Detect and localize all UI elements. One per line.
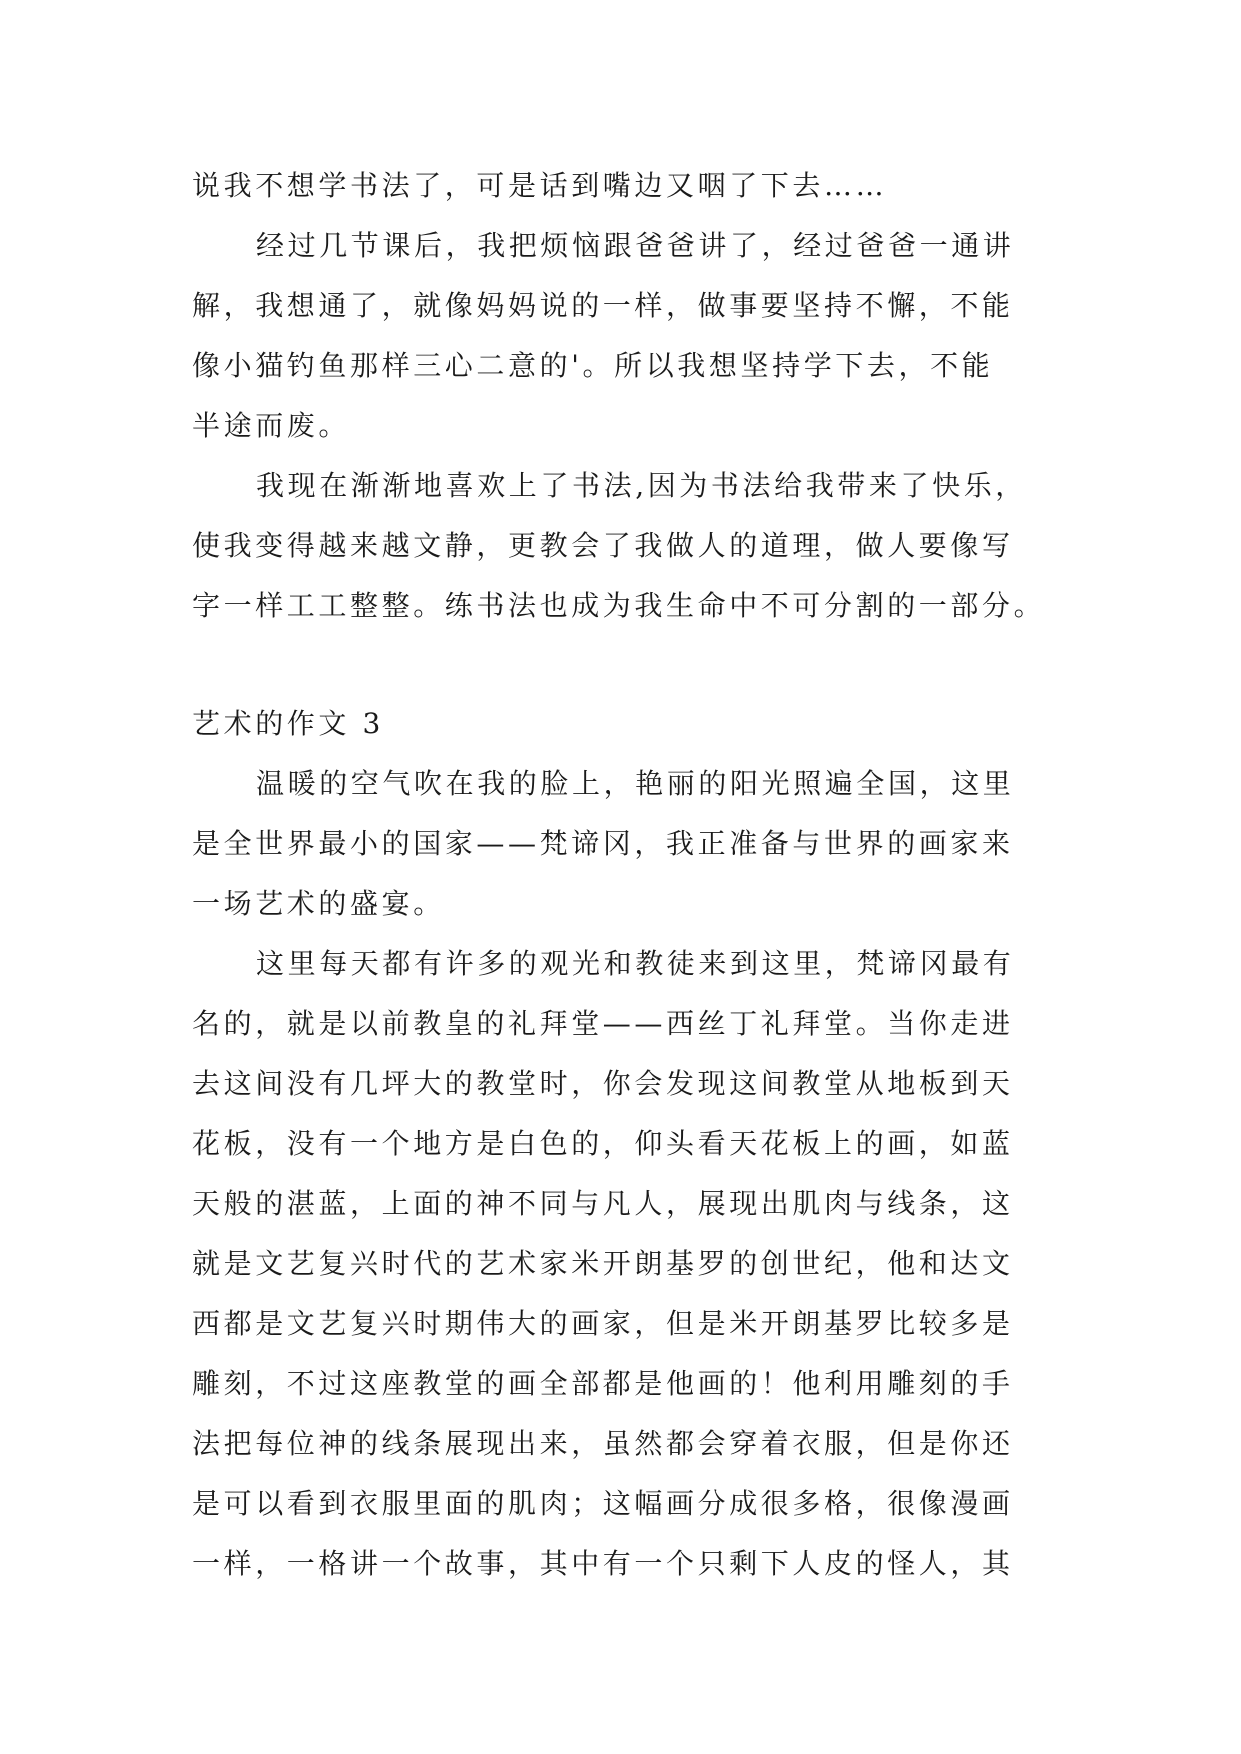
- paragraph-line: 我现在渐渐地喜欢上了书法,因为书法给我带来了快乐，: [256, 469, 1027, 502]
- paragraph-continuation: 说我不想学书法了，可是话到嘴边又咽了下去……: [192, 169, 888, 202]
- paragraph-line: 花板，没有一个地方是白色的，仰头看天花板上的画，如蓝: [192, 1127, 1014, 1160]
- paragraph-line: 天般的湛蓝，上面的神不同与凡人，展现出肌肉与线条，这: [192, 1187, 1014, 1220]
- paragraph-line: 经过几节课后，我把烦恼跟爸爸讲了，经过爸爸一通讲: [256, 229, 1015, 262]
- paragraph-line: 一场艺术的盛宴。: [192, 887, 445, 920]
- paragraph-line: 是全世界最小的国家——梵谛冈，我正准备与世界的画家来: [192, 827, 1014, 860]
- paragraph-line: 法把每位神的线条展现出来，虽然都会穿着衣服，但是你还: [192, 1427, 1014, 1460]
- paragraph-line: 是可以看到衣服里面的肌肉；这幅画分成很多格，很像漫画: [192, 1487, 1014, 1520]
- paragraph-line: 半途而废。: [192, 409, 351, 442]
- paragraph-line: 去这间没有几坪大的教堂时，你会发现这间教堂从地板到天: [192, 1067, 1014, 1100]
- paragraph-line: 这里每天都有许多的观光和教徒来到这里，梵谛冈最有: [256, 947, 1015, 980]
- paragraph-line: 像小猫钓鱼那样三心二意的'。所以我想坚持学下去，不能: [192, 349, 994, 382]
- document-page: [192, 156, 1052, 1594]
- paragraph-line: 字一样工工整整。练书法也成为我生命中不可分割的一部分。: [192, 589, 1046, 622]
- paragraph-line: 西都是文艺复兴时期伟大的画家，但是米开朗基罗比较多是: [192, 1307, 1014, 1340]
- paragraph: [192, 754, 1052, 934]
- paragraph-line: 雕刻，不过这座教堂的画全部都是他画的！他利用雕刻的手: [192, 1367, 1014, 1400]
- paragraph: [192, 216, 1052, 456]
- paragraph-line: 一样，一格讲一个故事，其中有一个只剩下人皮的怪人，其: [192, 1547, 1014, 1580]
- paragraph-line: 温暖的空气吹在我的脸上，艳丽的阳光照遍全国，这里: [256, 767, 1015, 800]
- paragraph-line: 就是文艺复兴时代的艺术家米开朗基罗的创世纪，他和达文: [192, 1247, 1014, 1280]
- paragraph: [192, 934, 1052, 1594]
- paragraph-line: 名的，就是以前教皇的礼拜堂——西丝丁礼拜堂。当你走进: [192, 1007, 1014, 1040]
- paragraph-line: 解，我想通了，就像妈妈说的一样，做事要坚持不懈，不能: [192, 289, 1014, 322]
- paragraph-line: 使我变得越来越文静，更教会了我做人的道理，做人要像写: [192, 529, 1014, 562]
- section-title: 艺术的作文 3: [192, 707, 384, 740]
- paragraph: [192, 456, 1052, 636]
